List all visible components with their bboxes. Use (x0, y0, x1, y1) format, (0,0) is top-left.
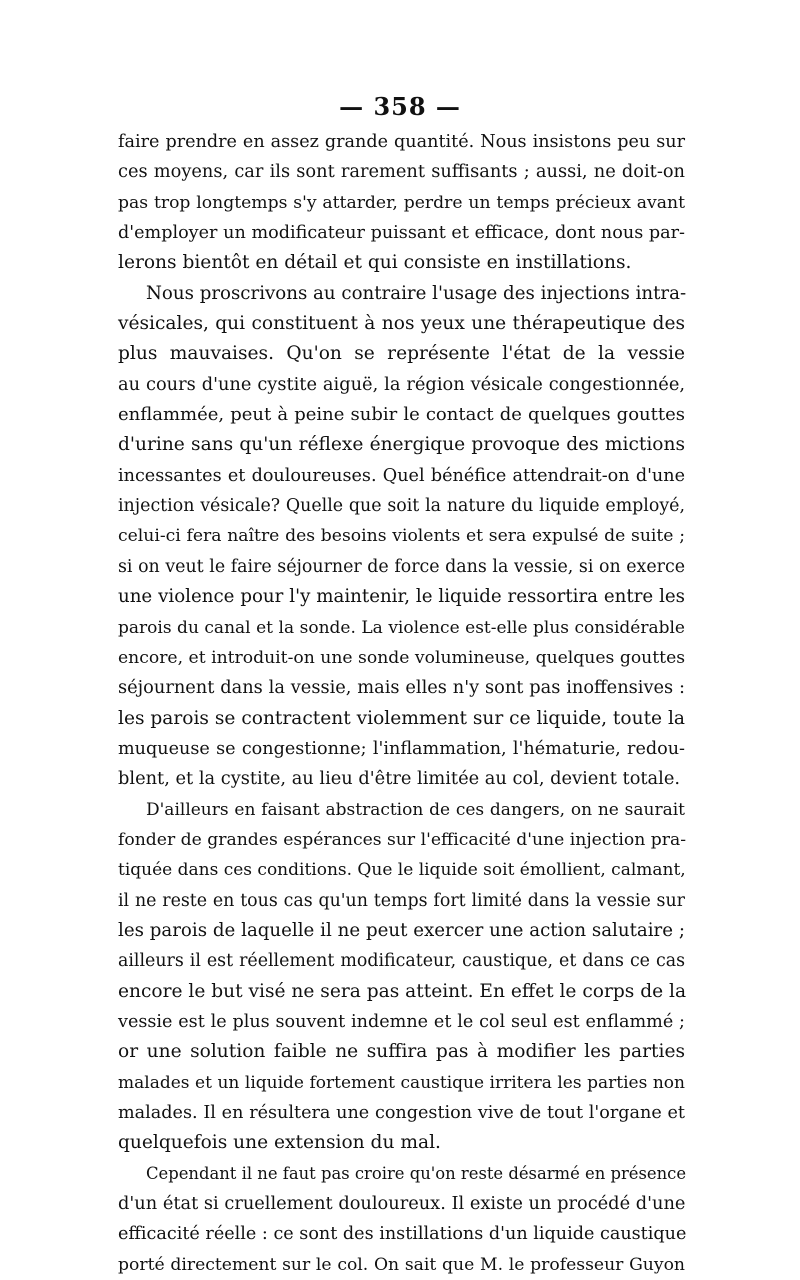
text-line: blent, et la cystite, au lieu d'être limitée au col, devient totale. (118, 768, 681, 790)
text-line: efficacité réelle : ce sont des instillations d'un liquide caustique (118, 1224, 687, 1245)
body-text (118, 127, 685, 1280)
text-line: or une solution faible ne suffira pas à modifier les parties (118, 1041, 685, 1063)
text-line: encore, et introduit-on une sonde volumineuse, quelques gouttes (118, 647, 686, 668)
text-line: d'urine sans qu'un réflexe énergique provoque des mictions (118, 434, 685, 456)
text-line: vessie est le plus souvent indemne et le col seul est enflammé ; (118, 1011, 685, 1032)
text-line: lerons bientôt en détail et qui consiste en instillations. (118, 252, 632, 274)
text-line: Cependant il ne faut pas croire qu'on reste désarmé en présence (146, 1163, 687, 1183)
text-line: faire prendre en assez grande quantité. Nous insistons peu sur (118, 132, 685, 152)
text-line: d'un état si cruellement douloureux. Il existe un procédé d'une (118, 1193, 686, 1215)
text-line: quelquefois une extension du mal. (118, 1132, 441, 1154)
text-line: parois du canal et la sonde. La violence est-elle plus considérable (118, 617, 685, 638)
text-line: fonder de grandes espérances sur l'efficacité d'une injection pra- (118, 829, 687, 850)
text-line: d'employer un modificateur puissant et efficace, dont nous par- (118, 223, 685, 244)
text-line: Nous proscrivons au contraire l'usage des injections intra- (146, 282, 687, 304)
text-line: injection vésicale? Quelle que soit la nature du liquide employé, (118, 496, 685, 517)
text-line: D'ailleurs en faisant abstraction de ces dangers, on ne saurait (146, 799, 685, 820)
text-line: porté directement sur le col. On sait que M. le professeur Guyon (118, 1254, 685, 1275)
text-line: plus mauvaises. Qu'on se représente l'état de la vessie (118, 343, 685, 365)
text-line: les parois se contractent violemment sur ce liquide, toute la (118, 707, 685, 729)
text-line: muqueuse se congestionne; l'inflammation, l'hématurie, redou- (118, 738, 685, 759)
text-line: une violence pour l'y maintenir, le liquide ressortira entre les (118, 586, 685, 608)
page-number: — 358 — (339, 92, 461, 121)
text-line: ailleurs il est réellement modificateur, caustique, et dans ce cas (118, 951, 685, 972)
text-line: incessantes et douloureuses. Quel bénéfice attendrait-on d'une (118, 465, 685, 486)
text-line: ces moyens, car ils sont rarement suffisants ; aussi, ne doit-on (118, 161, 685, 183)
text-line: il ne reste en tous cas qu'un temps fort limité dans la vessie sur (118, 890, 685, 911)
text-line: au cours d'une cystite aiguë, la région vésicale congestionnée, (118, 373, 685, 395)
text-line: malades. Il en résultera une congestion vive de tout l'organe et (118, 1103, 685, 1123)
text-line: enflammée, peut à peine subir le contact de quelques gouttes (118, 404, 685, 426)
text-line: pas trop longtemps s'y attarder, perdre un temps précieux avant (118, 192, 685, 213)
text-line: les parois de laquelle il ne peut exercer une action salutaire ; (118, 919, 685, 941)
text-line: tiquée dans ces conditions. Que le liquide soit émollient, calmant, (118, 860, 686, 881)
text-line: si on veut le faire séjourner de force dans la vessie, si on exerce (118, 556, 685, 577)
text-line: encore le but visé ne sera pas atteint. En effet le corps de la (118, 980, 687, 1002)
text-line: séjournent dans la vessie, mais elles n'y sont pas inoffensives : (118, 677, 685, 699)
text-line: vésicales, qui constituent à nos yeux une thérapeutique des (118, 313, 685, 335)
text-line: celui-ci fera naître des besoins violents et sera expulsé de suite ; (118, 526, 685, 547)
text-line: malades et un liquide fortement caustique irritera les parties non (118, 1072, 685, 1093)
